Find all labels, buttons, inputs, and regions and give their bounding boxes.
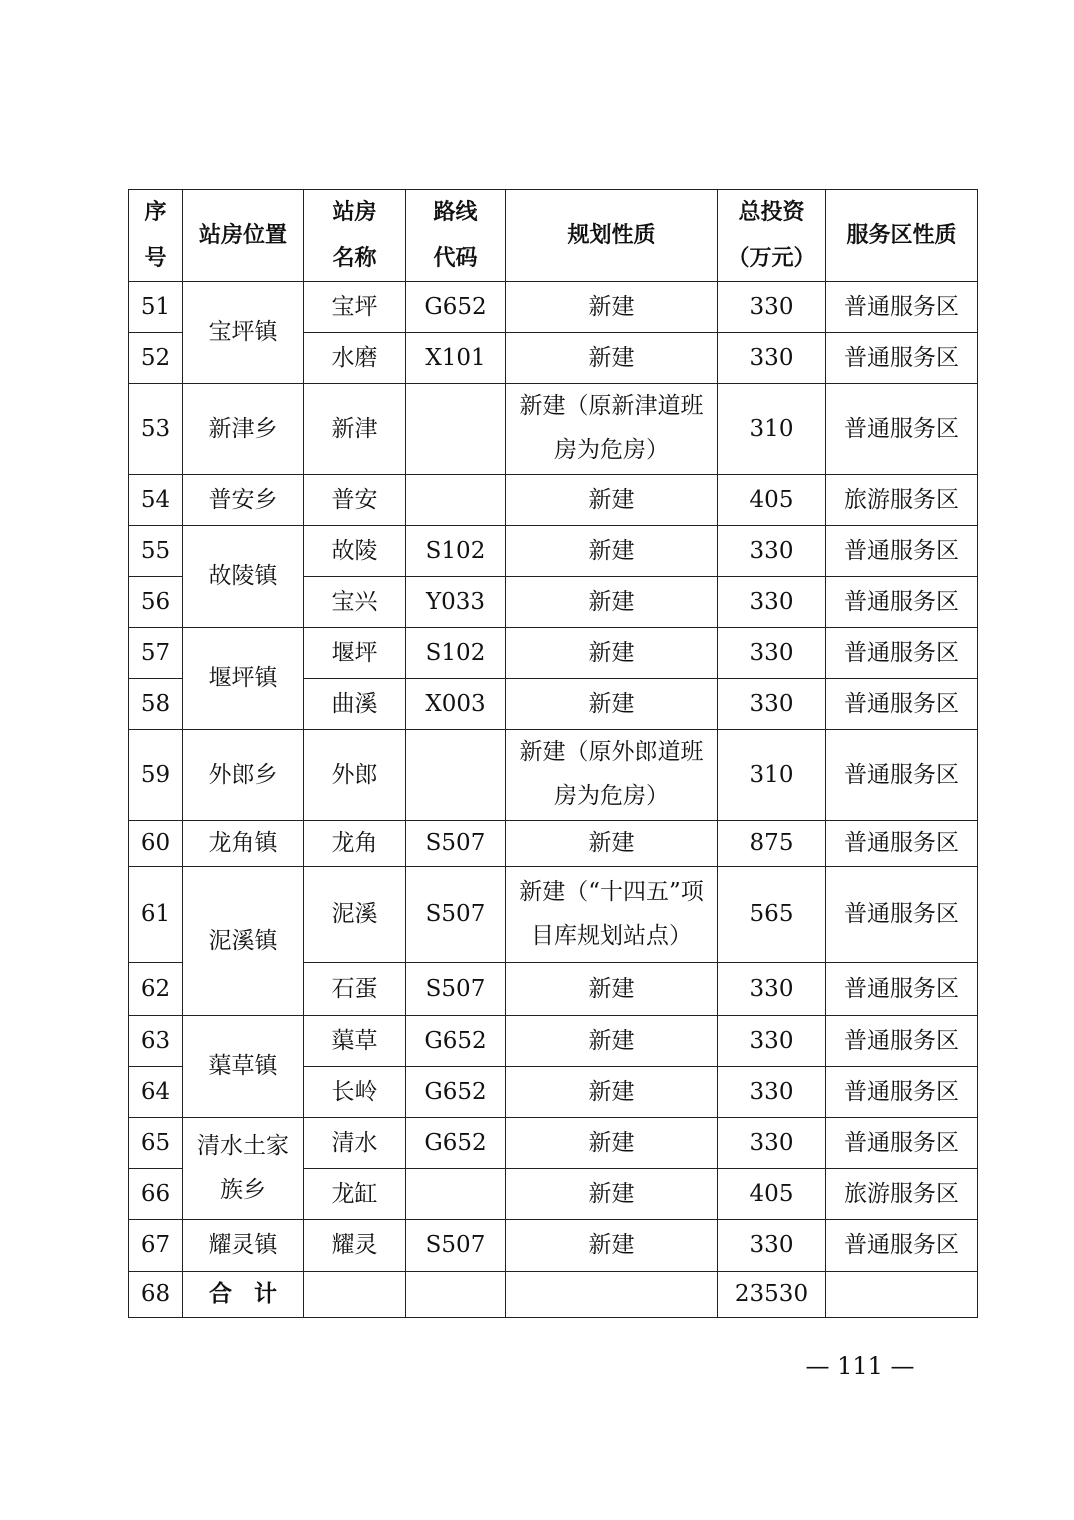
- cell-route: S507: [406, 867, 506, 963]
- cell-seq: 54: [129, 475, 183, 526]
- cell-service: 普通服务区: [826, 867, 978, 963]
- cell-name: 蕖草: [304, 1016, 406, 1067]
- cell-route: [406, 384, 506, 475]
- cell-investment: 330: [718, 963, 826, 1016]
- cell-seq: 51: [129, 282, 183, 333]
- table-row: [129, 526, 978, 577]
- cell-investment: 565: [718, 867, 826, 963]
- cell-route: [406, 475, 506, 526]
- cell-route: G652: [406, 282, 506, 333]
- cell-seq: 63: [129, 1016, 183, 1067]
- total-row: [129, 1272, 978, 1318]
- cell-route: S507: [406, 821, 506, 867]
- cell-service: 普通服务区: [826, 628, 978, 679]
- cell-location: 外郎乡: [183, 730, 304, 821]
- cell-investment: 330: [718, 282, 826, 333]
- cell-seq: 55: [129, 526, 183, 577]
- cell-route: X003: [406, 679, 506, 730]
- cell-nature: 新建: [506, 963, 718, 1016]
- cell-nature: 新建: [506, 333, 718, 384]
- header-service: 服务区性质: [826, 190, 978, 282]
- cell-service: 普通服务区: [826, 1220, 978, 1272]
- table-row: [129, 1016, 978, 1067]
- header-investment: 总投资 （万元）: [718, 190, 826, 282]
- cell-seq: 60: [129, 821, 183, 867]
- cell-investment: 405: [718, 1169, 826, 1220]
- cell-name: 水磨: [304, 333, 406, 384]
- cell-nature: 新建: [506, 475, 718, 526]
- cell-location: 蕖草镇: [183, 1016, 304, 1118]
- cell-seq: 68: [129, 1272, 183, 1318]
- cell-nature: 新建（“十四五”项目库规划站点）: [506, 867, 718, 963]
- cell-service: 普通服务区: [826, 282, 978, 333]
- cell-location: 故陵镇: [183, 526, 304, 628]
- header-seq: 序 号: [129, 190, 183, 282]
- total-label: 合计: [183, 1272, 304, 1318]
- cell-service: [826, 1272, 978, 1318]
- table-row: [129, 821, 978, 867]
- cell-seq: 62: [129, 963, 183, 1016]
- table-row: [129, 730, 978, 821]
- cell-name: 耀灵: [304, 1220, 406, 1272]
- table-row: [129, 867, 978, 963]
- cell-name: 石蛋: [304, 963, 406, 1016]
- header-nature: 规划性质: [506, 190, 718, 282]
- cell-nature: 新建: [506, 282, 718, 333]
- cell-nature: 新建: [506, 821, 718, 867]
- cell-nature: 新建（原新津道班房为危房）: [506, 384, 718, 475]
- cell-seq: 64: [129, 1067, 183, 1118]
- cell-route: Y033: [406, 577, 506, 628]
- cell-service: 普通服务区: [826, 526, 978, 577]
- cell-seq: 59: [129, 730, 183, 821]
- cell-investment: 875: [718, 821, 826, 867]
- page-number: — 111 —: [805, 1352, 915, 1380]
- cell-service: 普通服务区: [826, 963, 978, 1016]
- cell-name: 龙角: [304, 821, 406, 867]
- cell-location: 清水土家族乡: [183, 1118, 304, 1220]
- cell-seq: 52: [129, 333, 183, 384]
- cell-service: 普通服务区: [826, 384, 978, 475]
- cell-service: 普通服务区: [826, 1067, 978, 1118]
- cell-service: 旅游服务区: [826, 1169, 978, 1220]
- station-table: [128, 189, 978, 1318]
- cell-seq: 56: [129, 577, 183, 628]
- cell-route: [406, 730, 506, 821]
- cell-service: 普通服务区: [826, 821, 978, 867]
- table-row: [129, 282, 978, 333]
- cell-service: 普通服务区: [826, 577, 978, 628]
- cell-location: 耀灵镇: [183, 1220, 304, 1272]
- cell-name: 长岭: [304, 1067, 406, 1118]
- cell-name: 清水: [304, 1118, 406, 1169]
- table-row: [129, 384, 978, 475]
- cell-route: [406, 1169, 506, 1220]
- cell-location: 新津乡: [183, 384, 304, 475]
- cell-seq: 66: [129, 1169, 183, 1220]
- table-row: [129, 628, 978, 679]
- cell-investment: 330: [718, 1220, 826, 1272]
- cell-nature: 新建: [506, 1118, 718, 1169]
- cell-nature: 新建: [506, 1016, 718, 1067]
- cell-investment: 330: [718, 577, 826, 628]
- cell-nature: 新建: [506, 628, 718, 679]
- cell-nature: 新建: [506, 526, 718, 577]
- cell-investment: 405: [718, 475, 826, 526]
- cell-name: 堰坪: [304, 628, 406, 679]
- cell-investment: 330: [718, 679, 826, 730]
- cell-route: S507: [406, 1220, 506, 1272]
- cell-route: G652: [406, 1118, 506, 1169]
- cell-investment: 330: [718, 1016, 826, 1067]
- cell-investment: 330: [718, 1118, 826, 1169]
- table-row: [129, 1118, 978, 1169]
- total-investment: 23530: [718, 1272, 826, 1318]
- table-row: [129, 1220, 978, 1272]
- cell-route: X101: [406, 333, 506, 384]
- cell-name: 外郎: [304, 730, 406, 821]
- cell-location: 宝坪镇: [183, 282, 304, 384]
- cell-service: 普通服务区: [826, 679, 978, 730]
- cell-name: 曲溪: [304, 679, 406, 730]
- cell-location: 堰坪镇: [183, 628, 304, 730]
- cell-investment: 330: [718, 526, 826, 577]
- cell-nature: 新建: [506, 1169, 718, 1220]
- cell-investment: 330: [718, 333, 826, 384]
- cell-nature: 新建: [506, 679, 718, 730]
- cell-name: 泥溪: [304, 867, 406, 963]
- cell-nature: [506, 1272, 718, 1318]
- cell-name: 故陵: [304, 526, 406, 577]
- cell-route: S102: [406, 526, 506, 577]
- table-row: [129, 475, 978, 526]
- cell-location: 普安乡: [183, 475, 304, 526]
- cell-service: 普通服务区: [826, 1118, 978, 1169]
- cell-seq: 58: [129, 679, 183, 730]
- cell-service: 普通服务区: [826, 1016, 978, 1067]
- cell-nature: 新建（原外郎道班房为危房）: [506, 730, 718, 821]
- cell-seq: 61: [129, 867, 183, 963]
- cell-investment: 330: [718, 1067, 826, 1118]
- cell-name: 龙缸: [304, 1169, 406, 1220]
- cell-investment: 310: [718, 730, 826, 821]
- header-location: 站房位置: [183, 190, 304, 282]
- cell-investment: 330: [718, 628, 826, 679]
- cell-route: [406, 1272, 506, 1318]
- cell-seq: 53: [129, 384, 183, 475]
- cell-route: G652: [406, 1067, 506, 1118]
- header-name: 站房 名称: [304, 190, 406, 282]
- cell-nature: 新建: [506, 577, 718, 628]
- cell-name: 新津: [304, 384, 406, 475]
- cell-location: 泥溪镇: [183, 867, 304, 1016]
- header-route: 路线 代码: [406, 190, 506, 282]
- cell-route: S102: [406, 628, 506, 679]
- cell-name: 普安: [304, 475, 406, 526]
- cell-seq: 65: [129, 1118, 183, 1169]
- cell-seq: 57: [129, 628, 183, 679]
- cell-location: 龙角镇: [183, 821, 304, 867]
- cell-name: 宝兴: [304, 577, 406, 628]
- header-row: [129, 190, 978, 282]
- cell-name: [304, 1272, 406, 1318]
- cell-nature: 新建: [506, 1220, 718, 1272]
- cell-name: 宝坪: [304, 282, 406, 333]
- cell-investment: 310: [718, 384, 826, 475]
- cell-route: G652: [406, 1016, 506, 1067]
- cell-service: 普通服务区: [826, 730, 978, 821]
- cell-service: 普通服务区: [826, 333, 978, 384]
- cell-seq: 67: [129, 1220, 183, 1272]
- cell-nature: 新建: [506, 1067, 718, 1118]
- cell-route: S507: [406, 963, 506, 1016]
- cell-service: 旅游服务区: [826, 475, 978, 526]
